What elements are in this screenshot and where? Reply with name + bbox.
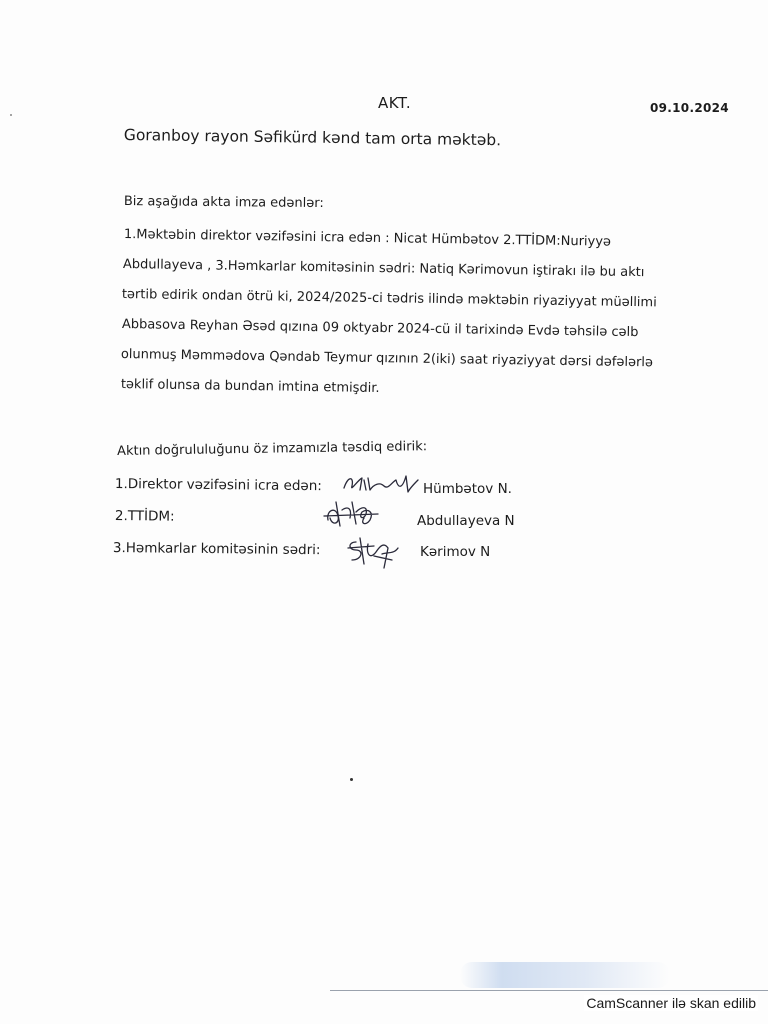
scan-speck [10,114,12,116]
body-line-2: Abdullayeva , 3.Həmkarlar komitəsinin sədri: Natiq Kərimovun iştirakı ilə bu aktı [122,257,645,281]
signatory-role-1: 1.Direktor vəzifəsini icra edən: [114,476,322,495]
confirmation-line: Aktın doğrululuğunu öz imzamızla təsdiq edirik: [117,439,428,459]
signatory-role-2: 2.TTİDM: [114,508,175,525]
signatory-name-1: Hümbətov N. [423,481,512,497]
bottom-divider [330,990,768,991]
intro-line: Biz aşağıda akta imza edənlər: [123,194,324,212]
body-line-6: təklif olunsa da bundan imtina etmişdir. [120,377,380,397]
document-date: 09.10.2024 [650,101,729,115]
signature-3 [344,534,402,572]
signatory-name-2: Abdullayeva N [417,513,515,529]
document-title: AKT. [378,94,412,112]
body-line-3: tərtib edirik ondan ötrü ki, 2024/2025-ci tədris ilində məktəbin riyaziyyat müəllimi [121,287,657,311]
body-line-4: Abbasova Reyhan Əsəd qızına 09 oktyabr 2024-cü il tarixində Evdə təhsilə cəlb [121,317,639,341]
scan-speck [350,778,353,781]
signature-1 [340,470,420,498]
body-line-5: olunmuş Məmmədova Qəndab Teymur qızının 2(iki) saat riyaziyyat dərsi dəfələrlə [120,347,654,371]
signatory-role-3: 3.Həmkarlar komitəsinin sədri: [112,540,321,559]
signature-2 [322,496,384,530]
scan-blur-artifact [460,962,670,988]
camscanner-watermark: CamScanner ilə skan edilib [586,995,756,1011]
body-line-1: 1.Məktəbin direktor vəzifəsini icra edən : Nicat Hümbətov 2.TTİDM:Nuriyyə [123,227,612,250]
school-name: Goranboy rayon Səfikürd kənd tam orta məktəb. [123,126,502,150]
signatory-name-3: Kərimov N [420,544,491,560]
